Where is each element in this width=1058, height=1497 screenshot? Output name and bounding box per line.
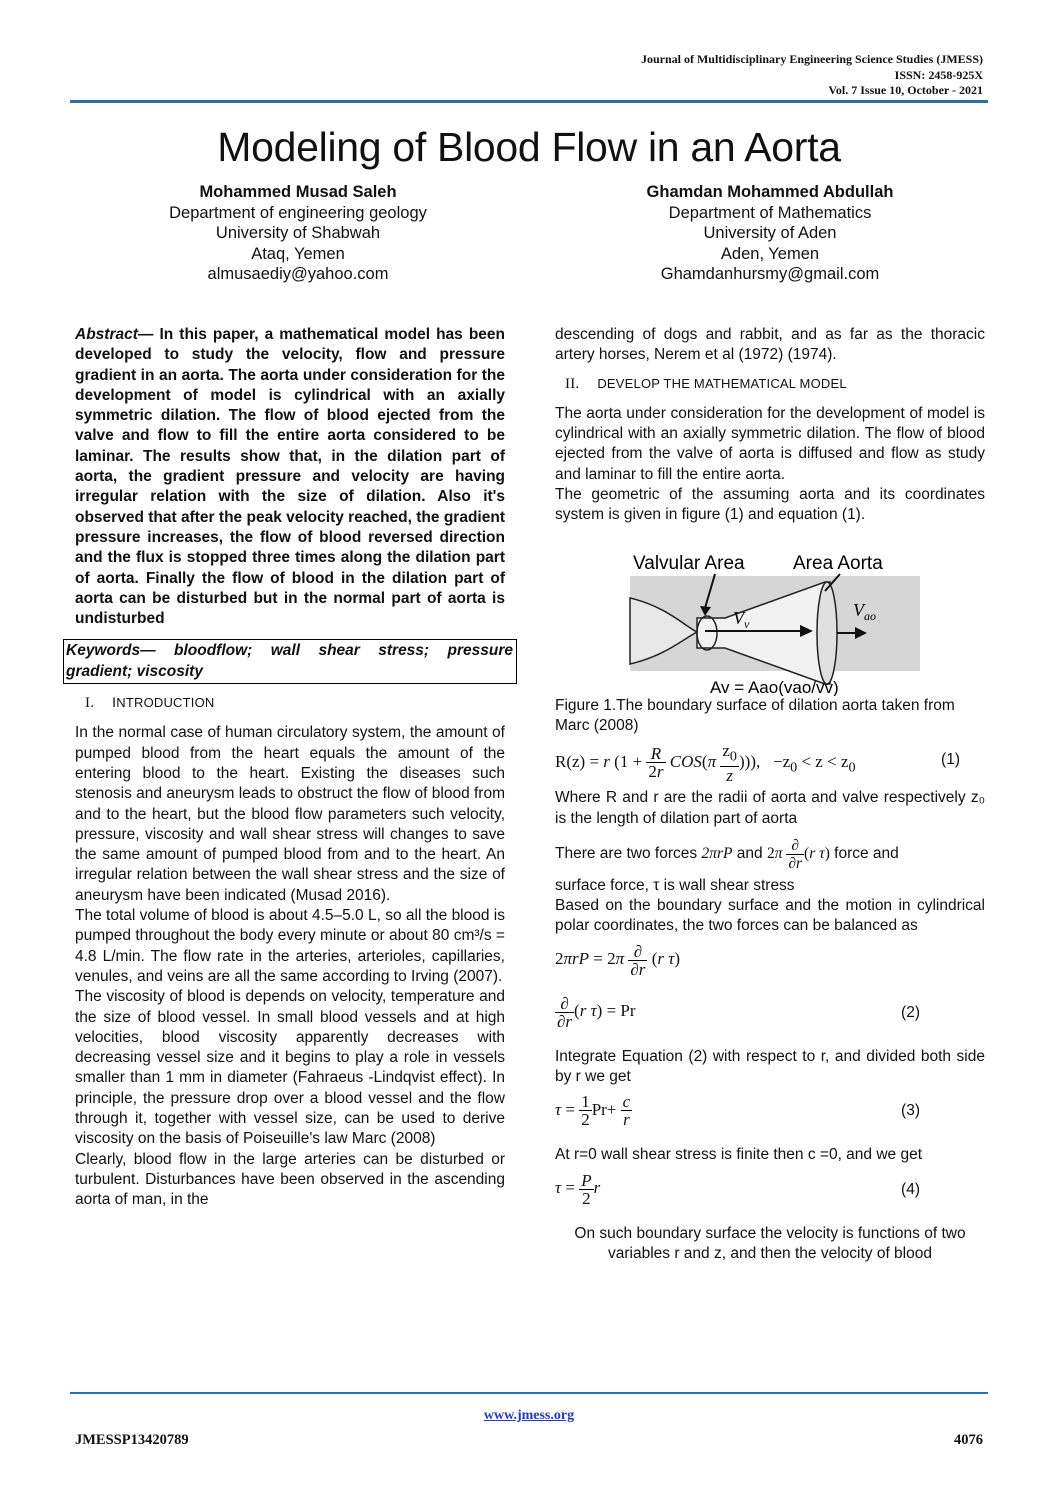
footer-page-number: 4076 xyxy=(954,1432,983,1448)
equation-2 xyxy=(555,995,985,1041)
author-univ: University of Shabwah xyxy=(215,224,381,242)
model-paragraph-8: At r=0 wall shear stress is finite then c =0, and we get xyxy=(555,1146,923,1164)
abstract xyxy=(75,325,505,629)
model-paragraph-2: The geometric of the assuming aorta and its coordinates system is given in figure (1) and equation (1). xyxy=(555,486,985,524)
equation-4-tag: (4) xyxy=(901,1180,920,1198)
model-paragraph-7: Integrate Equation (2) with respect to r, and divided both side by r we get xyxy=(555,1047,985,1086)
abstract-text: In this paper, a mathematical model has been developed to study the velocity, flow and pressure gradient in an aorta. The aorta under consideration for the development of model is cylindrical with an axially symmetric dilation. The flow of blood ejected from the valve and flow to fill the entire aorta considered to be laminar. The results show that, in the dilation part of aorta, the gradient pressure and velocity are having irregular relation with the size of dilation. Also it's observed that after the peak velocity reached, the gradient pressure increases, the flow of blood reversed direction and the flux is stopped three times along the dilation part of aorta. Finally the flow of blood in the dilation part of aorta can be disturbed but in the normal part of aorta is undisturbed xyxy=(75,326,506,628)
author-block-2 xyxy=(560,182,980,285)
intro-paragraph-3: The viscosity of blood is depends on velocity, temperature and the size of blood vessel. In small blood vessels and at high velocities, blood viscosity apparently decreases with decreasing vessel size and it begins to play a role in vessels smaller than 1 mm in diameter (Fahraeus -Lindqvist effect). In principle, the pressure drop over a blood vessel and the flow through it, together with vessel size, can be used to derive viscosity on the basis of Poiseuille's law Marc (2008) xyxy=(75,988,505,1148)
aorta-figure-svg xyxy=(555,536,985,696)
author-block-1 xyxy=(88,182,508,285)
author-email[interactable]: Ghamdanhursmy@gmail.com xyxy=(660,265,880,283)
model-paragraph-3: Where R and r are the radii of aorta and valve respectively z₀ is the length of dilation part of aorta xyxy=(555,789,985,827)
section-title-rest: NTRODUCTION xyxy=(116,695,215,711)
author-email[interactable]: almusaediy@yahoo.com xyxy=(207,265,389,283)
section-title-first: I xyxy=(112,694,117,711)
intro-paragraph-4: Clearly, blood flow in the large arteries can be disturbed or turbulent. Disturbances have been observed in the ascending aorta of man, in the xyxy=(75,1150,505,1209)
author-univ: University of Aden xyxy=(703,224,837,242)
continued-paragraph: descending of dogs and rabbit, and as far as the thoracic artery horses, Nerem et al (1972) (1974). xyxy=(555,326,985,364)
header-rule xyxy=(70,100,988,103)
author-name: Ghamdan Mohammed Abdullah xyxy=(646,183,894,201)
figure-formula: Av = Aao(vao/vv) xyxy=(710,677,839,696)
label-valvular-area: Valvular Area xyxy=(633,552,745,574)
section-number: II. xyxy=(565,375,580,392)
section-heading-introduction xyxy=(85,692,505,713)
keywords-box: Keywords— bloodflow; wall shear stress; pressure gradient; viscosity xyxy=(63,639,517,684)
abstract-dash: — xyxy=(137,326,160,343)
figure-1 xyxy=(555,536,985,696)
equation-2-body: $\frac{\partial}{\partial r}$ (r τ) = Pr xyxy=(557,993,636,1031)
equation-1-body: R(z) = r (1 + $\frac{R}{2r}$ COS(π $\frac{z_0}{z}$ ))), $-z_0 < z < z_0$ xyxy=(555,741,856,785)
journal-header xyxy=(641,52,983,99)
author-city: Ataq, Yemen xyxy=(251,244,345,263)
forces-text-b: and xyxy=(732,844,767,862)
journal-name: Journal of Multidisciplinary Engineering Science Studies (JMESS) xyxy=(640,52,983,66)
footer-paper-code: JMESSP13420789 xyxy=(75,1432,189,1448)
label-vao-sub: ao xyxy=(864,608,876,623)
equation-balance-body: 2πrP = 2π $\frac{\partial}{\partial r}$ (r τ) xyxy=(555,941,680,979)
label-vao-main: V xyxy=(853,599,864,620)
forces-text-c: force and xyxy=(829,844,899,862)
left-column xyxy=(66,325,513,1210)
equation-3-tag: (3) xyxy=(901,1102,920,1120)
equation-balance xyxy=(555,943,985,989)
model-paragraph-5: surface force, τ is wall shear stress xyxy=(555,876,795,894)
figure-caption: Figure 1.The boundary surface of dilation aorta taken from Marc (2008) xyxy=(555,696,955,734)
model-paragraph-6: Based on the boundary surface and the motion in cylindrical polar coordinates, the two forces can be balanced as xyxy=(555,897,985,935)
label-vv-main: V xyxy=(733,607,744,628)
abstract-lead: Abstract xyxy=(75,326,138,343)
intro-paragraph-2: The total volume of blood is about 4.5–5.0 L, so all the blood is pumped throughout the body every minute or about 80 cm³/s = 4.8 L/min. The flow rate in the arteries, arterioles, capillaries, venules, and veins are all the same according to Irving (2007). xyxy=(75,907,505,985)
equation-2-tag: (2) xyxy=(901,1003,920,1021)
aorta-ellipse xyxy=(817,582,837,684)
forces-text-a: There are two forces xyxy=(555,844,702,862)
label-vv-sub: v xyxy=(744,616,750,631)
author-city: Aden, Yemen xyxy=(720,244,820,263)
equation-3 xyxy=(555,1093,985,1139)
author-dept: Department of Mathematics xyxy=(668,203,872,222)
force-derivative: 2π $\frac{\partial}{\partial r}$ (r τ) xyxy=(766,836,830,872)
section-title: DEVELOP THE MATHEMATICAL MODEL xyxy=(597,375,847,391)
equation-1-tag: (1) xyxy=(941,751,960,769)
force-2pirp: 2πrP xyxy=(701,844,733,862)
footer-url-link[interactable]: www.jmess.org xyxy=(483,1408,575,1423)
journal-volume: Vol. 7 Issue 10, October - 2021 xyxy=(828,83,983,97)
author-dept: Department of engineering geology xyxy=(169,203,427,222)
model-paragraph-4 xyxy=(555,837,985,872)
intro-paragraph-1: In the normal case of human circulatory system, the amount of pumped blood from the heart equals the amount of the entering blood to the heart. Existing the diseases such stenosis and aneurysm leads to obstruct the flow of blood from and to the heart, but the blood flow parameters such velocity, pressure, viscosity and wall shear stress will changes to save the same amount of pumped blood from and to the heart. An irregular relation between the wall shear stress and the size of aneurysm have been indicated (Musad 2016). xyxy=(75,724,505,904)
journal-issn: ISSN: 2458-925X xyxy=(894,67,983,82)
model-paragraph-9: On such boundary surface the velocity is functions of two variables r and z, and then the velocity of blood xyxy=(574,1224,966,1262)
right-column xyxy=(555,325,985,1264)
equation-4-body: τ = $\frac{P}{2}$ r xyxy=(555,1170,601,1208)
label-area-aorta: Area Aorta xyxy=(793,552,883,574)
equation-1 xyxy=(555,741,985,785)
section-heading-model xyxy=(565,374,985,394)
equation-3-body: τ = $\frac{1}{2}$ Pr+ $\frac{c}{r}$ xyxy=(555,1092,631,1130)
equation-4 xyxy=(555,1172,985,1218)
paper-title: Modeling of Blood Flow in an Aorta xyxy=(217,124,841,170)
section-number: I. xyxy=(85,695,95,712)
footer-rule xyxy=(70,1392,988,1394)
author-name: Mohammed Musad Saleh xyxy=(199,183,397,201)
model-paragraph-1: The aorta under consideration for the development of model is cylindrical with an axially symmetric dilation. The flow of blood ejected from the valve of aorta is diffused and flow as study and laminar to fill the entire aorta. xyxy=(555,404,985,483)
